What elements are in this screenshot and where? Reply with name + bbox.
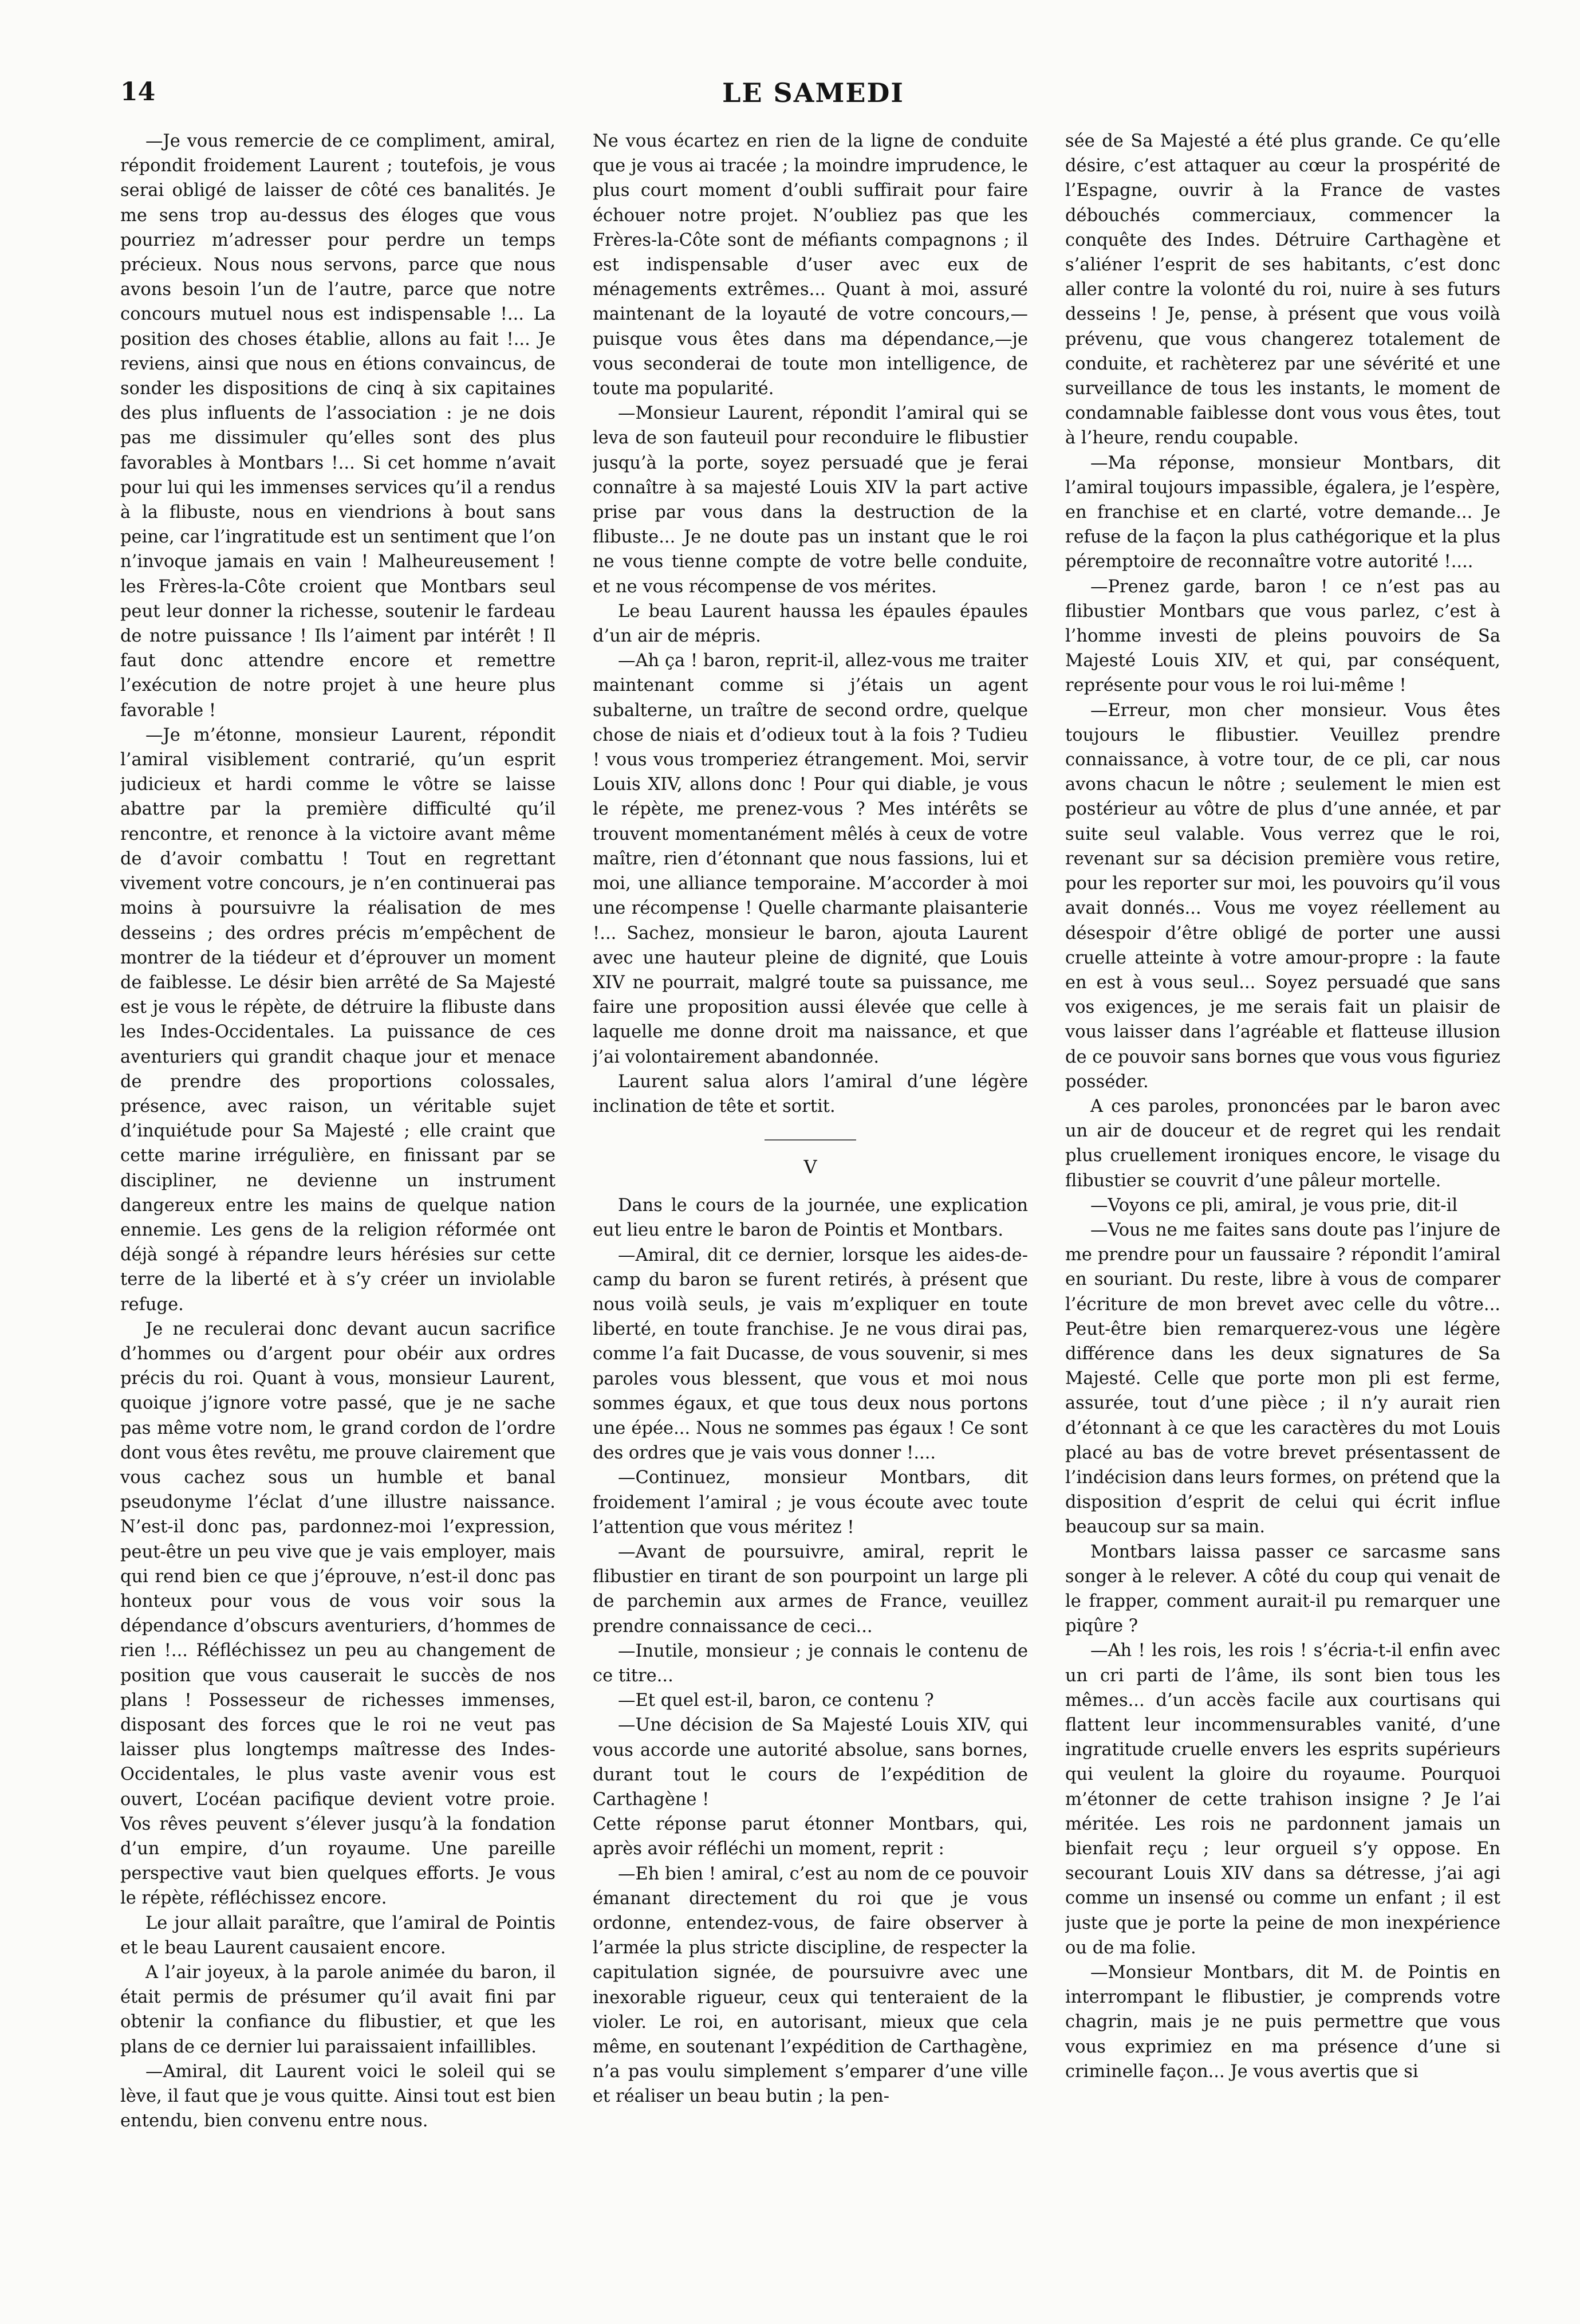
paragraph: —Inutile, monsieur ; je connais le contenu de ce titre... [593,1641,1028,1686]
section-divider [765,1139,856,1141]
paragraph: —Prenez garde, baron ! ce n’est pas au flibustier Montbars que vous parlez, c’est à l’homme investi de pleins pouvoirs de Sa Majesté Louis XIV, et qui, par conséquent, représente pour vous le roi lui-même ! [1065,576,1500,696]
running-head [120,77,1506,129]
paragraph: Laurent salua alors l’amiral d’une légère inclination de tête et sortit. [593,1071,1028,1116]
section-heading: V [803,1156,817,1178]
column-1 [120,129,555,2271]
page-number: 14 [120,77,156,107]
paragraph: —Vous ne me faites sans doute pas l’injure de me prendre pour un faussaire ? répondit l’amiral en souriant. Du reste, libre à vous de comparer l’écriture de mon brevet avec celle du vôtre... Peut-être bien remarquerez-vous une légère différence dans les deux signatures de Sa Majesté. Celle que porte mon pli est ferme, assurée, tout d’une pièce ; il n’y aurait rien d’étonnant à ce que les caractères du mot Louis placé au bas de votre brevet présentassent de l’indécision dans leurs formes, on prétend que la disposition d’esprit de celui qui écrit influe beaucoup sur sa main. [1065,1220,1500,1537]
paragraph: Montbars laissa passer ce sarcasme sans songer à le relever. A côté du coup qui venait de le frapper, comment aurait-il pu remarquer une piqûre ? [1065,1542,1500,1637]
paragraph-continued: sée de Sa Majesté a été plus grande. Ce qu’elle désire, c’est attaquer au cœur la prospérité de l’Espagne, ouvrir à la France de vastes débouchés commerciaux, commencer la conquête des Indes. Détruire Carthagène et s’aliéner l’esprit de ses habitants, c’est donc aller contre la volonté du roi, nuire à ses futurs desseins ! Je, pense, à présent que vous voilà prévenu, que vous changerez totalement de conduite, et rachèterez par une sévérité et une surveillance de tous les instants, le moment de condamnable faiblesse dont vous vous êtes, tout à l’heure, rendu coupable. [1065,131,1500,449]
paragraph: —Je vous remercie de ce compliment, amiral, répondit froidement Laurent ; toutefois, je vous serai obligé de laisser de côté ces banalités. Je me sens trop au-dessus des éloges que vous pourriez m’adresser pour perdre un temps précieux. Nous nous servons, parce que nous avons besoin l’un de l’autre, parce que notre concours mutuel nous est indispensable !... La position des choses établie, allons au fait !... Je reviens, ainsi que nous en étions convaincus, de sonder les dispositions de cinq à six capitaines des plus influents de l’association : je ne dois pas me dissimuler qu’elles sont des plus favorables à Montbars !... Si cet homme n’avait pour lui qui les immenses services qu’il a rendus à la flibuste, nous en viendrions à bout sans peine, car l’ingratitude est un sentiment que l’on n’invoque jamais en vain ! Malheureusement ! les Frères-la-Côte croient que Montbars seul peut leur donner la richesse, soutenir le fardeau de notre puissance ! Ils l’aiment par intérêt ! Il faut donc attendre encore et remettre l’exécution de notre projet à une heure plus favorable ! [120,131,555,721]
paragraph: —Erreur, mon cher monsieur. Vous êtes toujours le flibustier. Veuillez prendre connaissance, à votre tour, de ce pli, car nous avons chacun le nôtre ; seulement le mien est postérieur au vôtre de plus d’une année, et par suite seul valable. Vous verrez que le roi, revenant sur sa décision première vous retire, pour les reporter sur moi, les pouvoirs qu’il vous avait donnés... Vous me voyez réellement au désespoir d’être obligé de porter une aussi cruelle atteinte à votre amour-propre : la faute en est à vous seul... Soyez persuadé que sans vos exigences, je me serais fait un plaisir de vous laisser dans l’agréable et flatteuse illusion de ce pouvoir sans bornes que vous vous figuriez posséder. [1065,700,1500,1092]
paragraph: —Eh bien ! amiral, c’est au nom de ce pouvoir émanant directement du roi que je vous ordonne, entendez-vous, de faire observer à l’armée la plus stricte discipline, de respecter la capitulation signée, de poursuivre avec une inexorable rigueur, ceux qui tenteraient de la violer. Le roi, en autorisant, mieux que cela même, en soutenant l’expédition de Carthagène, n’a pas voulu simplement s’emparer d’une ville et réaliser un beau butin ; la pen- [593,1863,1028,2107]
journal-title: LE SAMEDI [722,77,904,108]
paragraph: Cette réponse parut étonner Montbars, qui, après avoir réfléchi un moment, reprit : [593,1814,1028,1859]
column-3 [1065,129,1500,2271]
paragraph: —Avant de poursuivre, amiral, reprit le flibustier en tirant de son pourpoint un large pli de parchemin aux armes de France, veuillez prendre connaissance de ceci... [593,1542,1028,1637]
paragraph: —Continuez, monsieur Montbars, dit froidement l’amiral ; je vous écoute avec toute l’attention que vous méritez ! [593,1468,1028,1537]
paragraph: —Voyons ce pli, amiral, je vous prie, dit-il [1090,1195,1458,1216]
paragraph: A l’air joyeux, à la parole animée du baron, il était permis de présumer qu’il avait fini par obtenir la confiance du flibustier, et que les plans de ce dernier lui paraissaient infaillibles. [120,1963,555,2057]
paragraph: Dans le cours de la journée, une explication eut lieu entre le baron de Pointis et Montbars. [593,1196,1028,1241]
paragraph: —Monsieur Montbars, dit M. de Pointis en interrompant le flibustier, je comprends votre chagrin, mais je ne puis permettre que vous vous exprimiez en ma présence d’une si criminelle façon... Je vous avertis que si [1065,1963,1500,2082]
column-2 [593,129,1028,2271]
paragraph: —Je m’étonne, monsieur Laurent, répondit l’amiral visiblement contrarié, qu’un esprit judicieux et hardi comme le vôtre se laisse abattre par la première difficulté qu’il rencontre, et renonce à la victoire avant même de d’avoir combattu ! Tout en regrettant vivement votre concours, je n’en continuerai pas moins à poursuivre la réalisation de mes desseins ; des ordres précis m’empêchent de montrer de la tiédeur et d’éprouver un moment de faiblesse. Le désir bien arrêté de Sa Majesté est je vous le répète, de détruire la flibuste dans les Indes-Occidentales. La puissance de ces aventuriers qui grandit chaque jour et menace de prendre des proportions colossales, présence, avec raison, un véritable sujet d’inquiétude pour Sa Majesté ; elle craint que cette marine irrégulière, en finissant par se discipliner, ne devienne un instrument dangereux entre les mains de quelque nation ennemie. Les gens de la religion réformée ont déjà songé à répandre leurs hérésies sur cette terre de la liberté et à s’y créer un inviolable refuge. [120,725,555,1315]
paragraph: Le beau Laurent haussa les épaules épaules d’un air de mépris. [593,601,1028,647]
paragraph-continued: Ne vous écartez en rien de la ligne de conduite que je vous ai tracée ; la moindre imprudence, le plus court moment d’oubli suffirait pour faire échouer notre projet. N’oubliez pas que les Frères-la-Côte sont de méfiants compagnons ; il est indispensable d’user avec eux de ménagements extrêmes... Quant à moi, assuré maintenant de la loyauté de votre concours,—puisque vous êtes dans ma dépendance,—je vous seconderai de toute mon intelligence, de toute ma popularité. [593,131,1028,399]
paragraph: A ces paroles, prononcées par le baron avec un air de douceur et de regret qui les rendait plus cruellement ironiques encore, le visage du flibustier se couvrit d’une pâleur mortelle. [1065,1096,1500,1191]
paragraph: —Ah ça ! baron, reprit-il, allez-vous me traiter maintenant comme si j’étais un agent subalterne, un traître de second ordre, quelque chose de niais et d’odieux tout à la fois ? Tudieu ! vous vous tromperiez étrangement. Moi, servir Louis XIV, allons donc ! Pour qui diable, je vous le répète, me prenez-vous ? Mes intérêts se trouvent momentanément mêlés à ceux de votre maître, rien d’étonnant que nous fassions, lui et moi, une alliance temporaine. M’accorder à moi une récompense ! Quelle charmante plaisanterie !... Sachez, monsieur le baron, ajouta Laurent avec une hauteur pleine de dignité, que Louis XIV ne pourrait, malgré toute sa puissance, me faire une proposition aussi élevée que celle à laquelle me donne droit ma naissance, et que j’ai volontairement abandonnée. [593,651,1028,1067]
paragraph: —Ma réponse, monsieur Montbars, dit l’amiral toujours impassible, égalera, je l’espère, en franchise et en clarté, votre demande... Je refuse de la façon la plus cathégorique et la plus péremptoire de reconnaître votre autorité !.... [1065,453,1500,572]
paragraph: —Et quel est-il, baron, ce contenu ? [618,1690,934,1711]
paragraph: —Ah ! les rois, les rois ! s’écria-t-il enfin avec un cri parti de l’âme, ils sont bien tous les mêmes... d’un accès facile aux courtisans qui flattent leur incommensurables vanité, d’une ingratitude cruelle envers les esprits supérieurs qui veulent la gloire du royaume. Pourquoi m’étonner de cette trahison insigne ? Je l’ai méritée. Les rois ne pardonnent jamais un bienfait reçu ; leur orgueil s’y oppose. En secourant Louis XIV dans sa détresse, j’ai agi comme un insensé ou comme un enfant ; il est juste que je porte la peine de mon inexpérience ou de ma folie. [1065,1641,1500,1958]
text-columns [120,129,1500,2271]
paragraph: —Amiral, dit ce dernier, lorsque les aides-de-camp du baron se furent retirés, à présent que nous voilà seuls, je vais m’expliquer en toute liberté, en toute franchise. Je ne vous dirai pas, comme l’a fait Ducasse, de vous souvenir, si mes paroles vous blessent, que vous et moi nous sommes égaux, et que tous deux nous portons une épée... Nous ne sommes pas égaux ! Ce sont des ordres que je vais vous donner !.... [593,1245,1028,1464]
paragraph: Le jour allait paraître, que l’amiral de Pointis et le beau Laurent causaient encore. [120,1913,555,1958]
paragraph: —Amiral, dit Laurent voici le soleil qui se lève, il faut que je vous quitte. Ainsi tout est bien entendu, bien convenu entre nous. [120,2061,555,2132]
paragraph: —Une décision de Sa Majesté Louis XIV, qui vous accorde une autorité absolue, sans bornes, durant tout le cours de l’expédition de Carthagène ! [593,1715,1028,1810]
paragraph: —Monsieur Laurent, répondit l’amiral qui se leva de son fauteuil pour reconduire le flibustier jusqu’à la porte, soyez persuadé que je ferai connaître à sa majesté Louis XIV la part active prise par vous dans la destruction de la flibuste... Je ne doute pas un instant que le roi ne vous tienne compte de votre belle conduite, et ne vous récompense de vos mérites. [593,403,1028,597]
paragraph: Je ne reculerai donc devant aucun sacrifice d’hommes ou d’argent pour obéir aux ordres précis du roi. Quant à vous, monsieur Laurent, quoique j’ignore votre passé, que je ne sache pas même votre nom, le grand cordon de l’ordre dont vous êtes revêtu, me prouve clairement que vous cachez sous un humble et banal pseudonyme l’éclat d’une illustre naissance. N’est-il donc pas, pardonnez-moi l’expression, peut-être un peu vive que je vais employer, mais qui rend bien ce que j’éprouve, n’est-il donc pas honteux pour vous de vous voir sous la dépendance d’obscurs aventuriers, d’hommes de rien !... Réfléchissez un peu au changement de position que vous causerait le succès de nos plans ! Possesseur de richesses immenses, disposant des forces que le roi ne veut pas laisser plus longtemps maîtresse des Indes-Occidentales, le plus vaste avenir vous est ouvert, L’océan pacifique devient votre proie. Vos rêves peuvent s’élever jusqu’à la fondation d’un empire, d’un royaume. Une pareille perspective vaut bien quelques efforts. Je vous le répète, réfléchissez encore. [120,1319,555,1909]
